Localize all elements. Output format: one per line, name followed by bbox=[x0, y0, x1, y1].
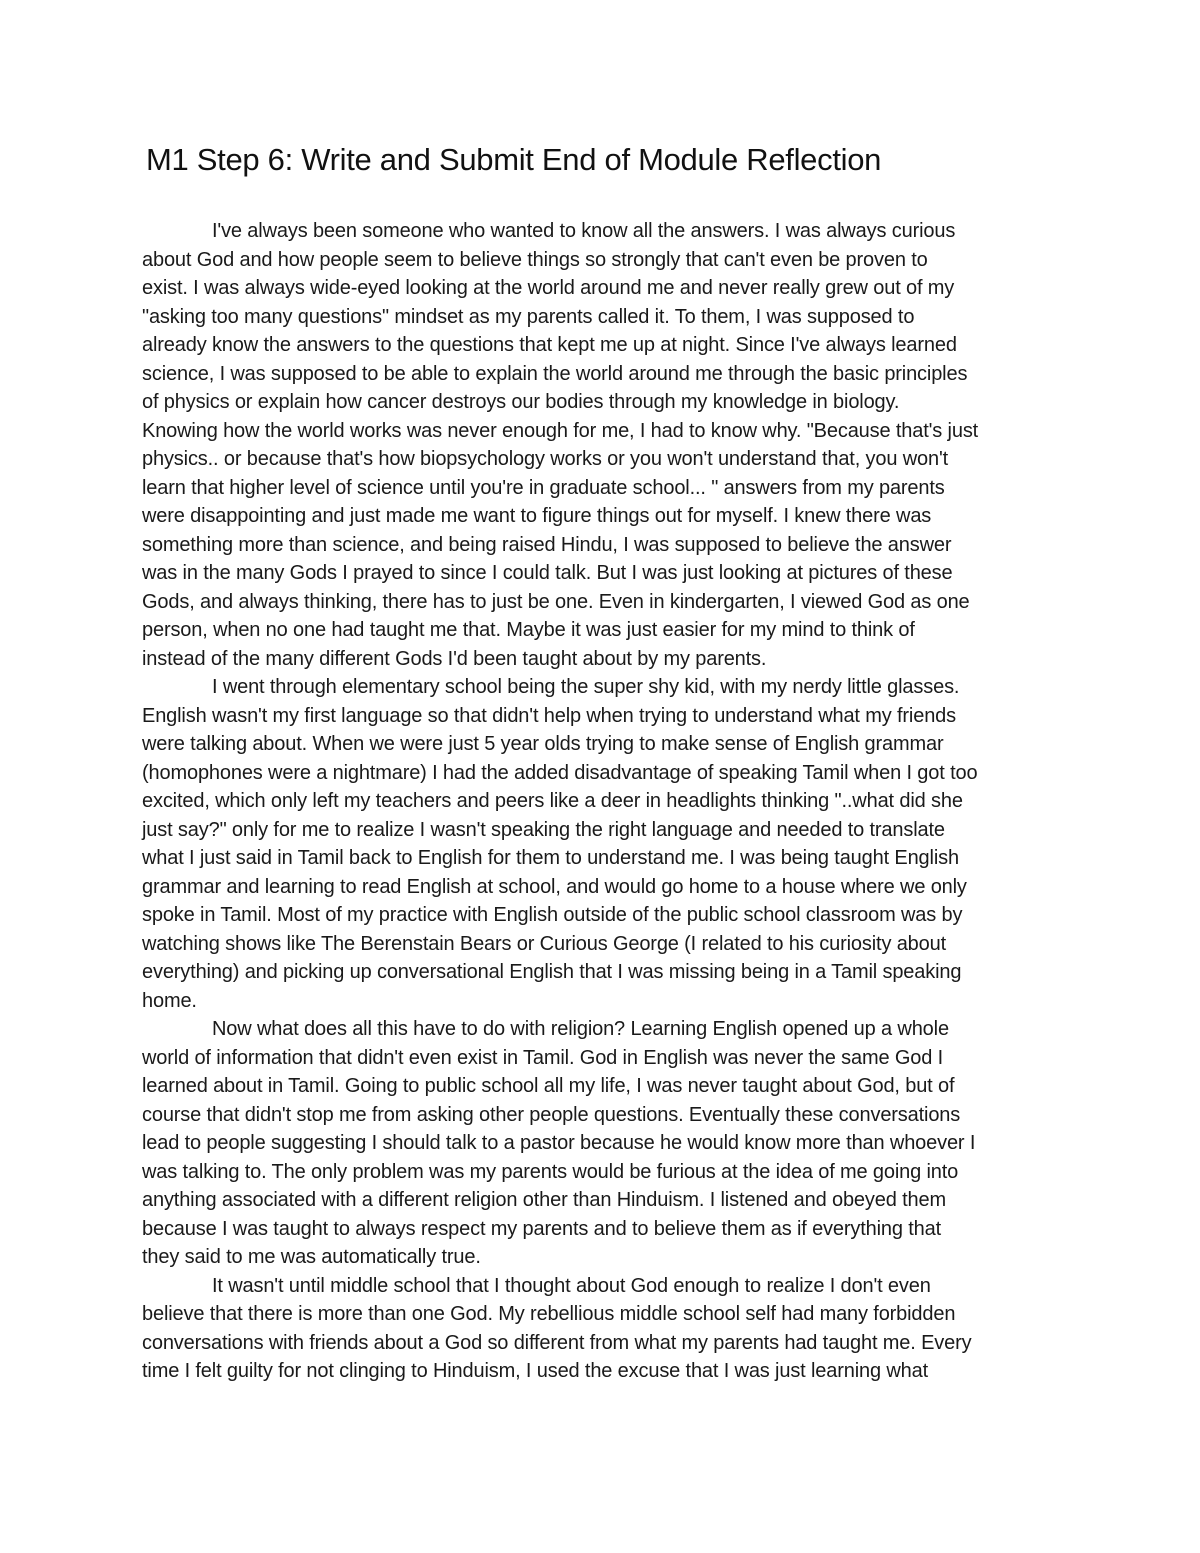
text-line: physics.. or because that's how biopsychology works or you won't understand that, you won't bbox=[142, 448, 949, 470]
text-line: science, I was supposed to be able to explain the world around me through the basic principles bbox=[142, 362, 968, 385]
text-line: English wasn't my first language so that didn't help when trying to understand what my friends bbox=[142, 704, 956, 727]
text-line: world of information that didn't even exist in Tamil. God in English was never the same God I bbox=[142, 1046, 944, 1069]
text-line: excited, which only left my teachers and peers like a deer in headlights thinking "..what did she bbox=[142, 790, 963, 812]
text-line: person, when no one had taught me that. Maybe it was just easier for my mind to think of bbox=[142, 619, 915, 641]
text-line: of physics or explain how cancer destroys our bodies through my knowledge in biology. bbox=[142, 391, 900, 413]
text-line: watching shows like The Berenstain Bears or Curious George (I related to his curiosity about bbox=[142, 932, 947, 955]
text-line: anything associated with a different religion other than Hinduism. I listened and obeyed them bbox=[142, 1189, 946, 1211]
text-line: was talking to. The only problem was my parents would be furious at the idea of me going into bbox=[142, 1160, 959, 1183]
text-line: just say?" only for me to realize I wasn't speaking the right language and needed to translate bbox=[142, 818, 945, 841]
text-line: something more than science, and being raised Hindu, I was supposed to believe the answer bbox=[142, 533, 952, 556]
text-line: were talking about. When we were just 5 year olds trying to make sense of English grammar bbox=[142, 733, 944, 755]
text-line: about God and how people seem to believe things so strongly that can't even be proven to bbox=[142, 248, 928, 271]
text-line: was in the many Gods I prayed to since I could talk. But I was just looking at pictures of these bbox=[142, 562, 953, 584]
text-line: time I felt guilty for not clinging to Hinduism, I used the excuse that I was just learning what bbox=[142, 1360, 929, 1382]
text-line: they said to me was automatically true. bbox=[142, 1246, 481, 1268]
text-line: believe that there is more than one God. My rebellious middle school self had many forbidden bbox=[142, 1303, 956, 1325]
text-line: because I was taught to always respect my parents and to believe them as if everything that bbox=[142, 1217, 942, 1240]
text-line: conversations with friends about a God so different from what my parents had taught me. Every bbox=[142, 1331, 972, 1354]
paragraph-first-line: Now what does all this have to do with religion? Learning English opened up a whole bbox=[212, 1018, 949, 1040]
text-line: everything) and picking up conversational English that I was missing being in a Tamil speaking bbox=[142, 961, 962, 983]
text-line: learned about in Tamil. Going to public school all my life, I was never taught about God, but of bbox=[142, 1075, 955, 1097]
paragraph-first-line: I went through elementary school being the super shy kid, with my nerdy little glasses. bbox=[212, 676, 960, 698]
text-line: spoke in Tamil. Most of my practice with English outside of the public school classroom was by bbox=[142, 904, 963, 926]
text-line: were disappointing and just made me want to figure things out for myself. I knew there was bbox=[142, 505, 932, 527]
text-line: grammar and learning to read English at school, and would go home to a house where we only bbox=[142, 875, 967, 898]
text-line: "asking too many questions" mindset as my parents called it. To them, I was supposed to bbox=[142, 305, 915, 328]
document-body bbox=[142, 217, 1072, 1386]
text-line: home. bbox=[142, 989, 197, 1012]
document-title: M1 Step 6: Write and Submit End of Module Reflection bbox=[146, 142, 882, 177]
text-line: lead to people suggesting I should talk to a pastor because he would know more than whoever I bbox=[142, 1132, 976, 1154]
text-line: what I just said in Tamil back to English for them to understand me. I was being taught English bbox=[142, 847, 959, 869]
text-line: Gods, and always thinking, there has to just be one. Even in kindergarten, I viewed God as one bbox=[142, 590, 970, 613]
paragraph-first-line: I've always been someone who wanted to know all the answers. I was always curious bbox=[212, 220, 956, 242]
text-line: exist. I was always wide-eyed looking at the world around me and never really grew out of my bbox=[142, 277, 955, 299]
paragraph-first-line: It wasn't until middle school that I thought about God enough to realize I don't even bbox=[212, 1274, 931, 1297]
text-line: learn that higher level of science until you're in graduate school... " answers from my parents bbox=[142, 476, 945, 499]
text-line: already know the answers to the questions that kept me up at night. Since I've always learned bbox=[142, 334, 957, 356]
text-line: Knowing how the world works was never enough for me, I had to know why. "Because that's just bbox=[142, 419, 979, 442]
text-line: instead of the many different Gods I'd been taught about by my parents. bbox=[142, 647, 767, 670]
text-line: (homophones were a nightmare) I had the added disadvantage of speaking Tamil when I got too bbox=[142, 761, 978, 784]
text-line: course that didn't stop me from asking other people questions. Eventually these conversations bbox=[142, 1103, 961, 1126]
